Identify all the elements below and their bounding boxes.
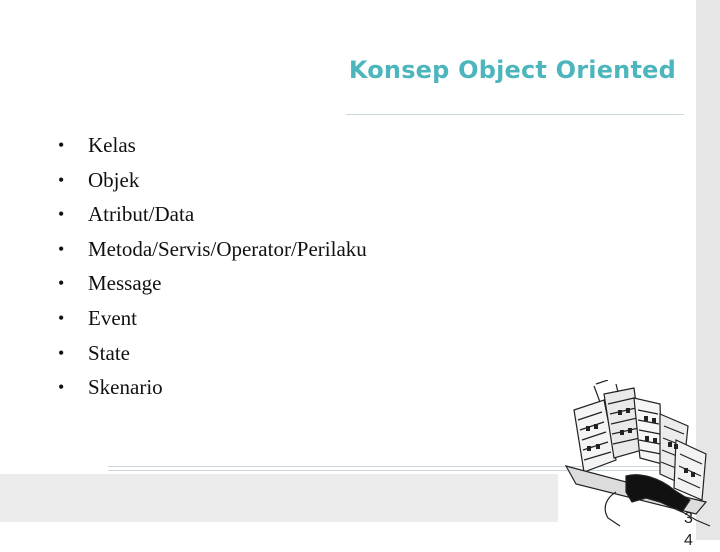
- bullet-icon: •: [58, 238, 65, 259]
- list-item: [52, 128, 367, 163]
- bullet-text: Atribut/Data: [88, 202, 195, 227]
- bullet-text: Event: [88, 305, 137, 330]
- bullet-text: Kelas: [88, 133, 136, 157]
- bullet-text: State: [88, 340, 130, 365]
- list-item: [52, 197, 367, 232]
- bullet-text: Objek: [88, 167, 140, 192]
- page-number-digit-cut: 4: [684, 532, 693, 549]
- bullet-icon: •: [58, 307, 65, 328]
- bullet-icon: •: [58, 204, 65, 225]
- bullet-icon: •: [58, 342, 65, 363]
- list-item: [52, 370, 367, 405]
- title-divider: [346, 114, 684, 115]
- slide-title: Konsep Object Oriented: [348, 56, 676, 84]
- bullet-icon: •: [58, 273, 65, 294]
- bottom-footer-band: [0, 474, 558, 522]
- bullet-text: Skenario: [88, 375, 163, 400]
- bullet-icon: •: [58, 169, 65, 190]
- list-item: [52, 336, 367, 371]
- list-item: [52, 301, 367, 336]
- list-item: [52, 266, 367, 301]
- bullet-text: Metoda/Servis/Operator/Perilaku: [88, 236, 367, 261]
- bullet-list: [52, 128, 367, 405]
- bullet-icon: •: [58, 135, 65, 155]
- page-number-digit: 3: [684, 510, 693, 527]
- list-item: [52, 232, 367, 267]
- page-number: [684, 508, 704, 552]
- bullet-text: Message: [88, 271, 162, 296]
- bullet-icon: •: [58, 377, 65, 398]
- list-item: [52, 163, 367, 198]
- city-buildings-carried-icon: [556, 380, 720, 528]
